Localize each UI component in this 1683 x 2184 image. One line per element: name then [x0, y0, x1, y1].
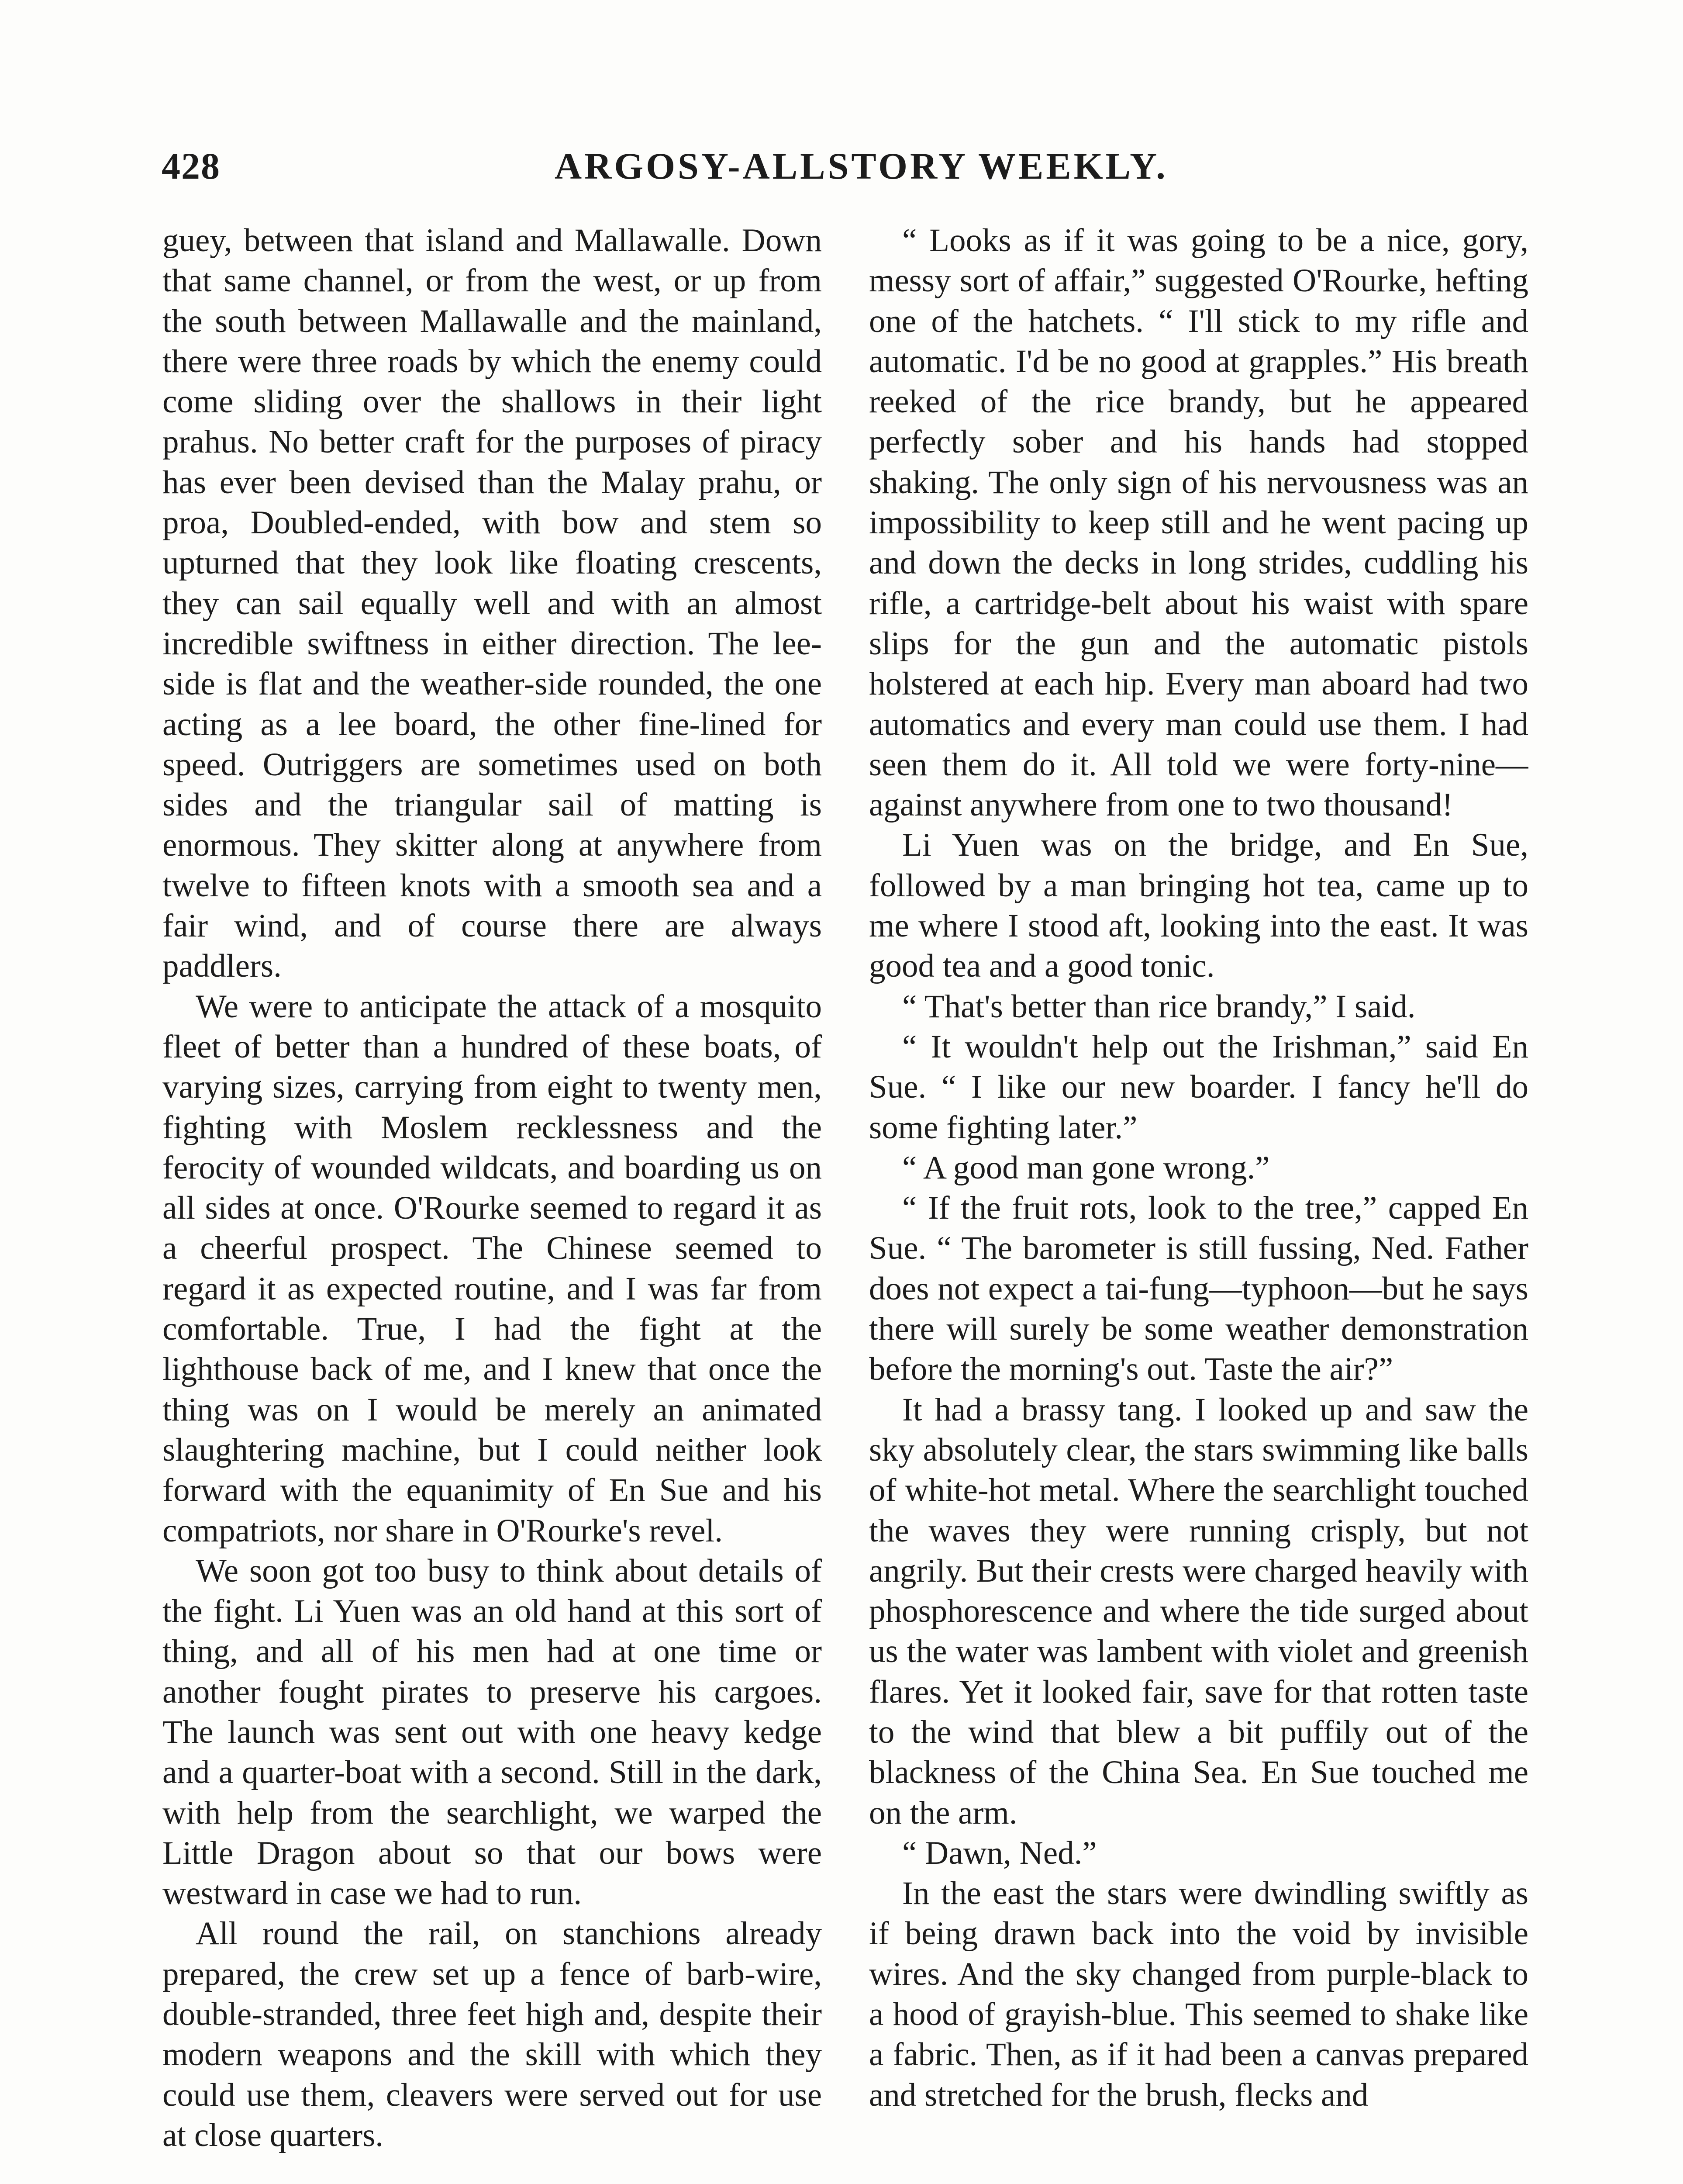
page-header — [162, 144, 1533, 197]
page-number: 428 — [162, 145, 221, 187]
right-column — [869, 221, 1528, 2184]
paragraph: All round the rail, on stanchions already prepared, the crew set up a fence of barb-wire, double-stranded, three feet high and, despite their modern weapons and the skill with which they could use them, cleavers were served out for use at close quarters. — [162, 1915, 822, 2153]
paragraph: We were to anticipate the attack of a mosquito fleet of better than a hundred of these boats, of varying sizes, carrying from eight to twenty men, fighting with Moslem recklessness and the ferocity of wounded wildcats, and boarding us on all sides at once. O'Rourke seemed to regard it as a cheerful prospect. The Chinese seemed to regard it as expected routine, and I was far from comfortable. True, I had the fight at the lighthouse back of me, and I knew that once the thing was on I would be merely an animated slaughtering machine, but I could neither look forward with the equanimity of En Sue and his compatriots, nor share in O'Rourke's revel. — [162, 988, 822, 1549]
paragraph: “ Dawn, Ned.” — [902, 1835, 1097, 1871]
paragraph: “ A good man gone wrong.” — [902, 1149, 1270, 1186]
paragraph: Li Yuen was on the bridge, and En Sue, followed by a man bringing hot tea, came up to me where I stood aft, looking into the east. It was good tea and a good tonic. — [869, 827, 1528, 985]
paragraph: It had a brassy tang. I looked up and saw the sky absolutely clear, the stars swimming like balls of white-hot metal. Where the searchlight touched the waves they were running crisply, but not angrily. But their crests were charged heavily with phosphorescence and where the tide surged about us the water was lambent with violet and greenish flares. Yet it looked fair, save for that rotten taste to the wind that blew a bit puffily out of the blackness of the China Sea. En Sue touched me on the arm. — [869, 1391, 1528, 1831]
paragraph: “ It wouldn't help out the Irishman,” said En Sue. “ I like our new boarder. I fancy he'll do some fighting later.” — [869, 1028, 1528, 1146]
paragraph: “ If the fruit rots, look to the tree,” capped En Sue. “ The barometer is still fussing, Ned. Father does not expect a tai-fung—typhoon—but he says there will surely be some weather demonstration before the morning's out. Taste the air?” — [869, 1190, 1528, 1388]
paragraph: “ Looks as if it was going to be a nice, gory, messy sort of affair,” suggested O'Rourke, hefting one of the hatchets. “ I'll stick to my rifle and automatic. I'd be no good at grapples.” His breath reeked of the rice brandy, but he appeared perfectly sober and his hands had stopped shaking. The only sign of his nervousness was an impossibility to keep still and he went pacing up and down the decks in long strides, cuddling his rifle, a cartridge-belt about his waist with spare slips for the gun and the automatic pistols holstered at each hip. Every man aboard had two automatics and every man could use them. I had seen them do it. All told we were forty-nine—against anywhere from one to two thousand! — [869, 222, 1528, 823]
running-head: ARGOSY-ALLSTORY WEEKLY. — [555, 145, 1168, 187]
left-column — [162, 221, 822, 2184]
paragraph: We soon got too busy to think about details of the fight. Li Yuen was an old hand at this sort of thing, and all of his men had at one time or another fought pirates to preserve his cargoes. The launch was sent out with one heavy kedge and a quarter-boat with a second. Still in the dark, with help from the searchlight, we warped the Little Dragon about so that our bows were westward in case we had to run. — [162, 1552, 822, 1912]
paragraph: “ That's better than rice brandy,” I said. — [902, 988, 1416, 1025]
paragraph: In the east the stars were dwindling swiftly as if being drawn back into the void by invisible wires. And the sky changed from purple-black to a hood of grayish-blue. This seemed to shake like a fabric. Then, as if it had been a canvas prepared and stretched for the brush, flecks and — [869, 1875, 1528, 2113]
paragraph: guey, between that island and Mallawalle. Down that same channel, or from the west, or up from the south between Mallawalle and the mainland, there were three roads by which the enemy could come sliding over the shallows in their light prahus. No better craft for the purposes of piracy has ever been devised than the Malay prahu, or proa, Doubled-ended, with bow and stem so upturned that they look like floating crescents, they can sail equally well and with an almost incredible swiftness in either direction. The lee-side is flat and the weather-side rounded, the one acting as a lee board, the other fine-lined for speed. Outriggers are sometimes used on both sides and the triangular sail of matting is enormous. They skitter along at anywhere from twelve to fifteen knots with a smooth sea and a fair wind, and of course there are always paddlers. — [162, 222, 822, 985]
